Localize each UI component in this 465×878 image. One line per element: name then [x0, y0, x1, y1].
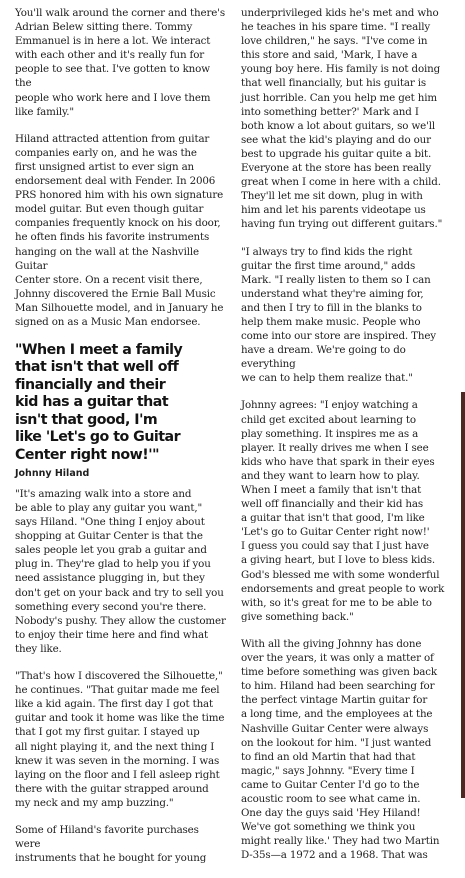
body-paragraph: underprivileged kids he's met and who he teaches in his spare time. "I really love children," he says. "I've come in this store and said, 'Mark, I have a young boy here. His family is not doing that well financially, but his guitar is just horrible. Can you help me get him into something better?' Mark and I both know a lot about guitars, so we'll see what the kid's playing and do our best to upgrade his guitar quite a bit. Everyone at the store has been really great when I come in here with a child. They'll let me sit down, plug in with him and let his parents videotape us having fun trying out different guitars." — [241, 7, 443, 231]
pull-quote-attribution: Johnny Hiland — [15, 467, 90, 479]
pull-quote: "When I meet a family that isn't that well off financially and their kid has a guitar that isn't that good, I'm like 'Let's go to Guitar Center right now!'" — [15, 342, 183, 463]
body-paragraph: You'll walk around the corner and there's Adrian Belew sitting there. Tommy Emmanuel is in here a lot. We interact with each other and it's really fun for people to see that. I've gotten to know the people who work here and I love them like family." — [15, 7, 225, 118]
body-paragraph: With all the giving Johnny has done over the years, it was only a matter of time before something was given back to him. Hiland had been searching for the perfect vintage Martin guitar for a long time, and the employees at the Nashville Guitar Center were always on the lookout for him. "I just wanted to find an old Martin that had that magic," says Johnny. "Every time I came to Guitar Center I'd go to the acoustic room to see what came in. One day the guys said 'Hey Hiland! We've got something we think you might really like.' They had two Martin D-35s—a 1972 and a 1968. That was — [241, 637, 440, 862]
body-paragraph: Some of Hiland's favorite purchases were instruments that he bought for young — [15, 823, 207, 865]
body-paragraph: Hiland attracted attention from guitar companies early on, and he was the first unsigned artist to ever sign an endorsement deal with Fender. In 2006 PRS honored him with his own signature model guitar. But even though guitar companies frequently knock on his door, he often finds his favorite instruments hanging on the wall at the Nashville Guitar Center store. On a recent visit there, Johnny discovered the Ernie Ball Music Man Silhouette model, and in January he signed on as a Music Man endorsee. — [15, 132, 224, 328]
body-paragraph: Johnny agrees: "I enjoy watching a child get excited about learning to play something. It inspires me as a player. It really drives me when I see kids who have that spark in their eyes and they want to learn how to play. When I meet a family that isn't that well off financially and their kid has a guitar that isn't that good, I'm like 'Let's go to Guitar Center right now!' I guess you could say that I just have a giving heart, but I love to bless kids. God's blessed me with some wonderful endorsements and great people to work with, so it's great for me to be able to give something back." — [241, 399, 445, 623]
adjacent-page-edge — [461, 392, 465, 798]
body-paragraph: "That's how I discovered the Silhouette," he continues. "That guitar made me feel like a kid again. The first day I got that guitar and took it home was like the time that I got my first guitar. I stayed up all night playing it, and the next thing I knew it was seven in the morning. I was laying on the floor and I fell asleep right there with the guitar strapped around my neck and my amp buzzing." — [15, 670, 225, 809]
left-column — [15, 6, 226, 878]
body-paragraph: "I always try to find kids the right guitar the first time around," adds Mark. "I really listen to them so I can understand what they're aiming for, and then I try to fill in the blanks to help them make music. People who come into our store are inspired. They have a dream. We're going to do everything we can to help them realize that." — [241, 245, 436, 385]
body-paragraph: "It's amazing walk into a store and be able to play any guitar you want," says Hiland. "One thing I enjoy about shopping at Guitar Center is that the sales people let you grab a guitar and plug in. They're glad to help you if you need assistance plugging in, but they don't get on your back and try to sell you something every second you're there. Nobody's pushy. They allow the customer to enjoy their time here and find what they like. — [15, 487, 226, 655]
right-column — [241, 6, 452, 875]
